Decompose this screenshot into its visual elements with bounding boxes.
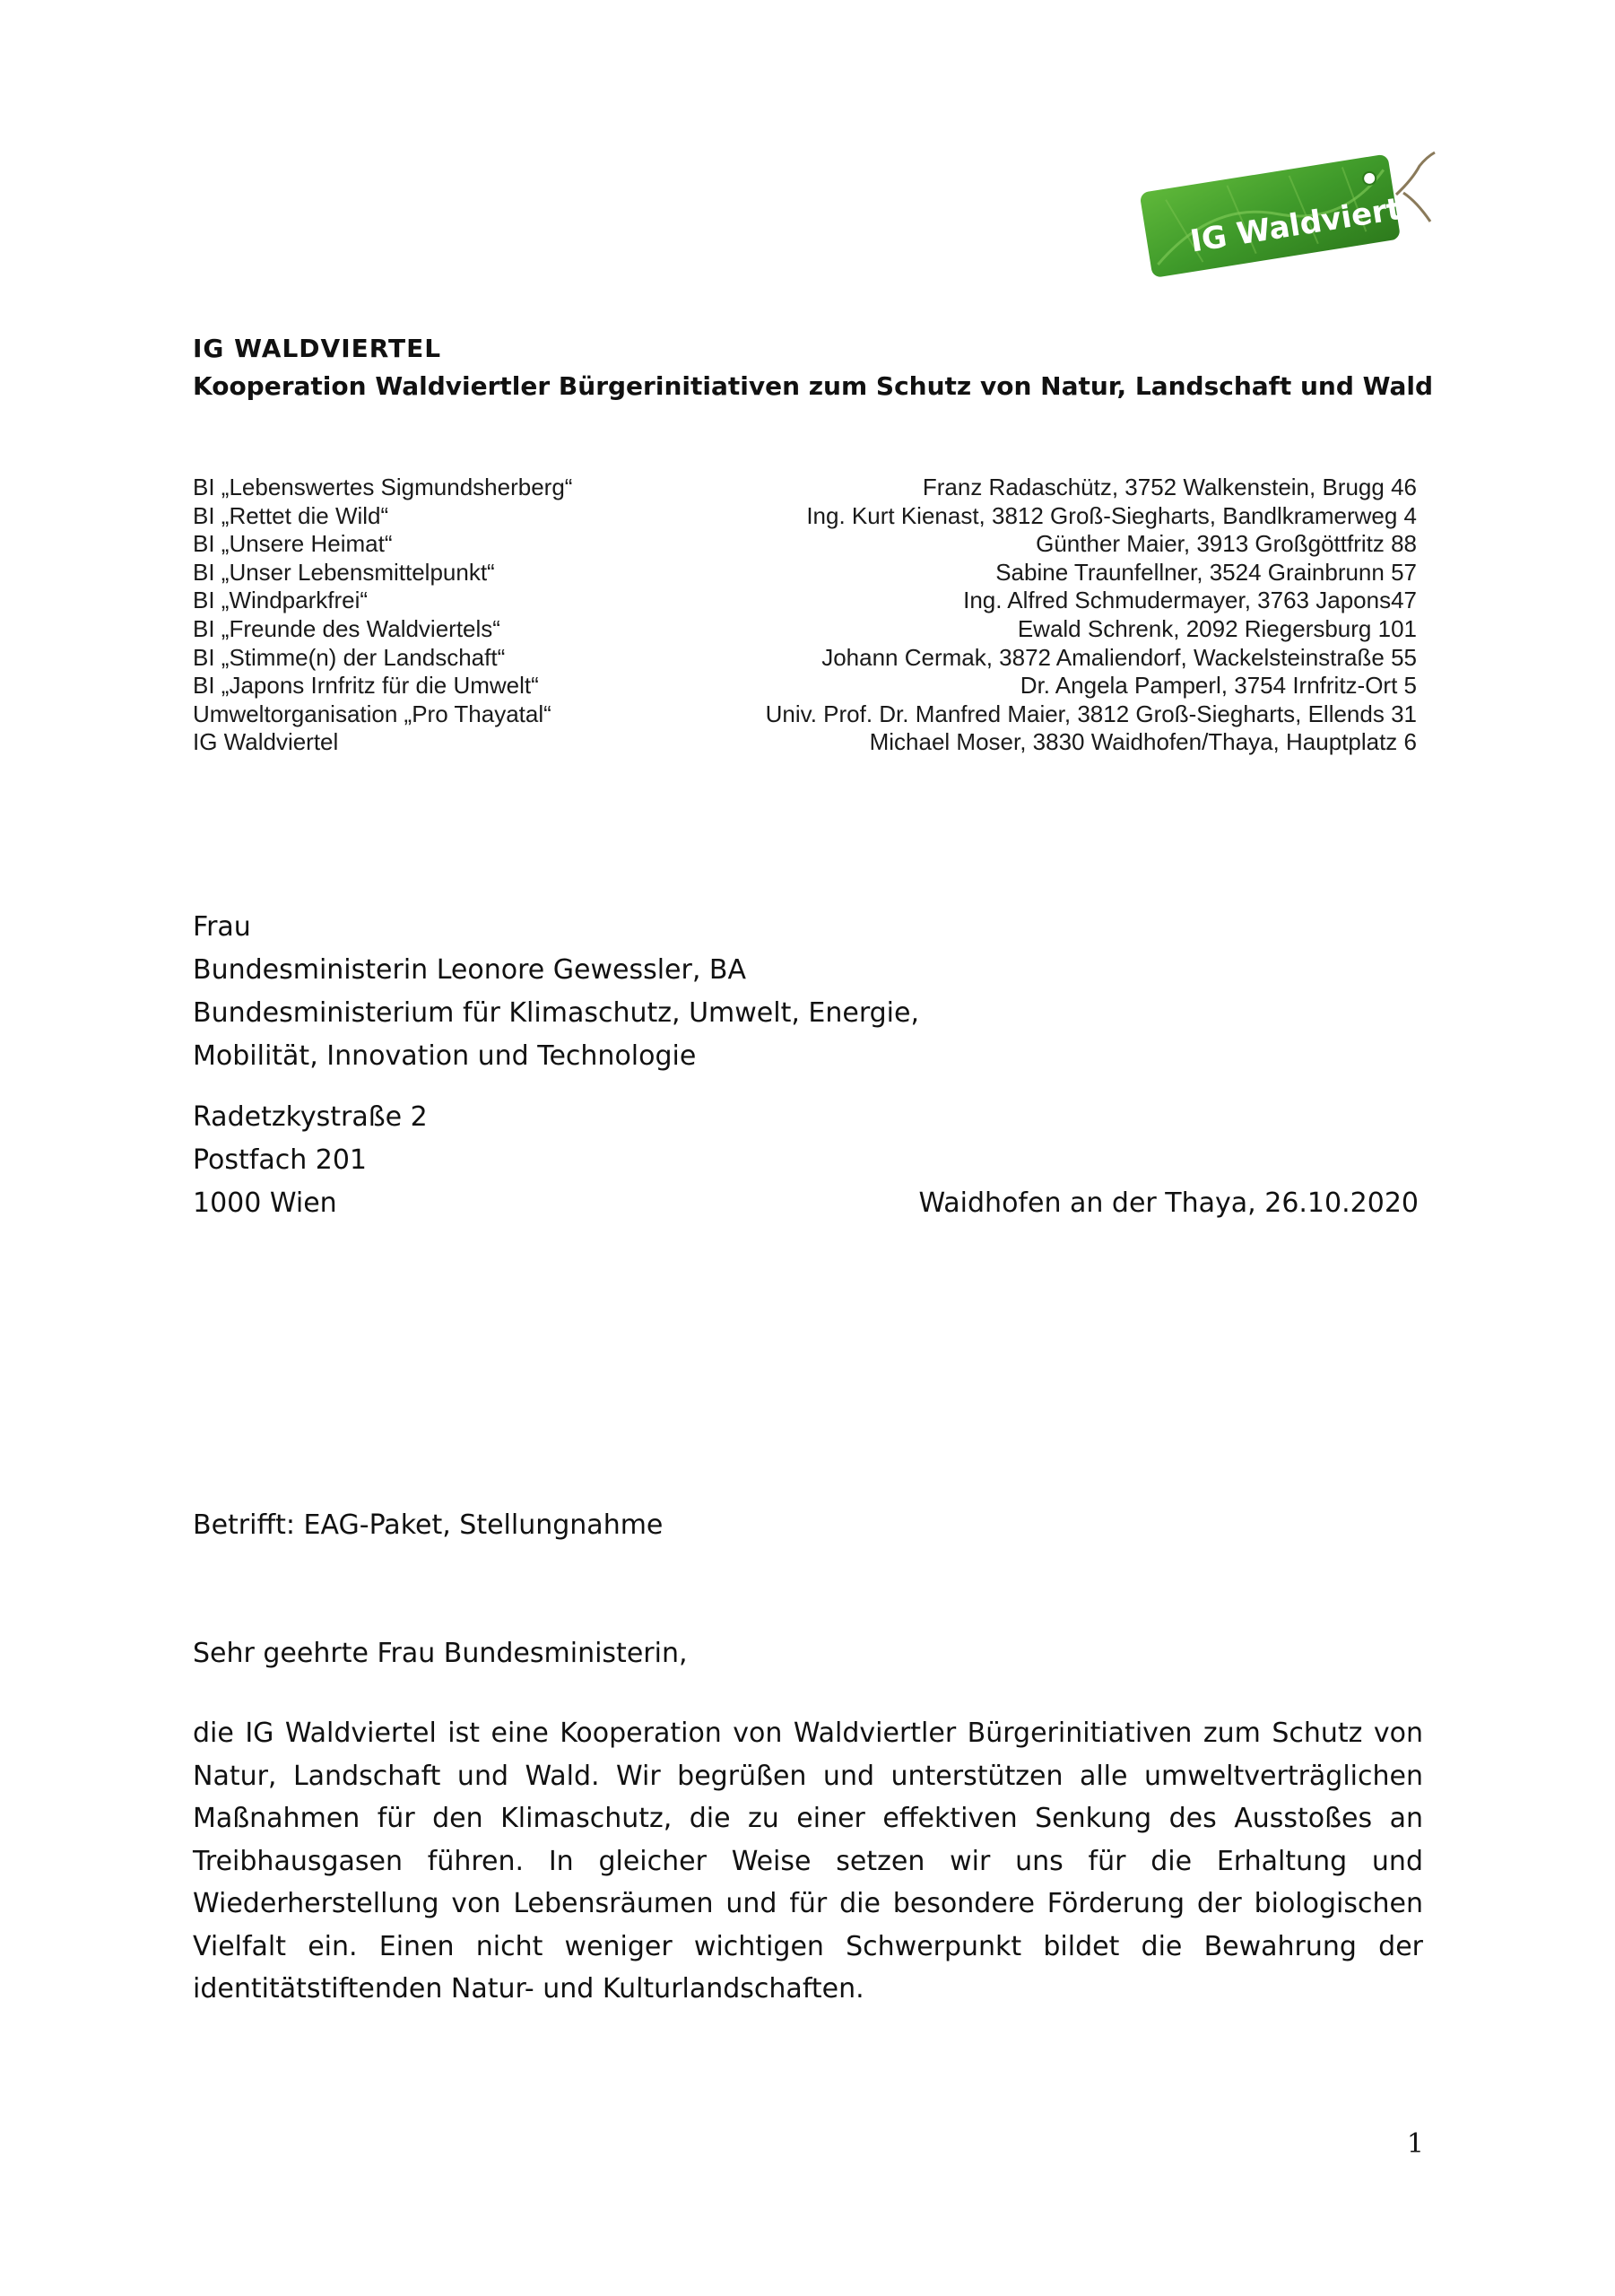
initiative-contact: Franz Radaschütz, 3752 Walkenstein, Brugg 46 — [922, 474, 1417, 500]
initiative-contact: Ewald Schrenk, 2092 Riegersburg 101 — [1017, 614, 1417, 642]
initiative-row — [193, 700, 1417, 729]
initiative-contact: Johann Cermak, 3872 Amaliendorf, Wackelsteinstraße 55 — [821, 643, 1417, 671]
initiative-contact: Dr. Angela Pamperl, 3754 Irnfritz-Ort 5 — [1020, 672, 1417, 700]
address-city-date-line — [193, 1182, 1419, 1225]
address-city: 1000 Wien — [193, 1187, 337, 1219]
recipient-block — [193, 906, 919, 1078]
initiative-name: BI „Japons Irnfritz für die Umwelt“ — [193, 672, 539, 700]
initiative-row — [193, 615, 1417, 644]
address-street: Radetzkystraße 2 — [193, 1101, 428, 1133]
recipient-ministry-line2: Mobilität, Innovation und Technologie — [193, 1040, 697, 1072]
initiative-row — [193, 474, 1417, 502]
initiative-contact: Günther Maier, 3913 Großgöttfritz 88 — [1036, 530, 1417, 558]
ig-waldviertel-logo — [1134, 139, 1439, 283]
place-and-date: Waidhofen an der Thaya, 26.10.2020 — [918, 1187, 1419, 1219]
organization-subtitle: Kooperation Waldviertler Bürgerinitiativen zum Schutz von Natur, Landschaft und Wald — [193, 371, 1434, 401]
initiative-name: Umweltorganisation „Pro Thayatal“ — [193, 700, 551, 727]
recipient-ministry-line1: Bundesministerium für Klimaschutz, Umwelt, Energie, — [193, 997, 920, 1029]
organization-title: IG WALDVIERTEL — [193, 334, 442, 363]
initiative-name: BI „Unser Lebensmittelpunkt“ — [193, 558, 495, 586]
initiative-name: BI „Lebenswertes Sigmundsherberg“ — [193, 474, 573, 500]
initiative-row — [193, 530, 1417, 559]
logo-text: IG Waldviertel — [1187, 186, 1435, 260]
initiative-name: BI „Freunde des Waldviertels“ — [193, 614, 500, 642]
initiatives-list — [193, 474, 1417, 757]
initiative-name: BI „Unsere Heimat“ — [193, 530, 393, 558]
address-block — [193, 1096, 1419, 1225]
address-po-box: Postfach 201 — [193, 1144, 368, 1176]
initiative-contact: Sabine Traunfellner, 3524 Grainbrunn 57 — [995, 558, 1417, 586]
salutation: Sehr geehrte Frau Bundesministerin, — [193, 1638, 688, 1669]
initiative-row — [193, 502, 1417, 531]
initiative-contact: Michael Moser, 3830 Waidhofen/Thaya, Hauptplatz 6 — [869, 728, 1417, 756]
initiative-row — [193, 587, 1417, 615]
initiative-row — [193, 559, 1417, 587]
initiative-row — [193, 728, 1417, 757]
initiative-contact: Ing. Alfred Schmudermayer, 3763 Japons47 — [963, 587, 1417, 614]
leaf-tag-icon — [1134, 139, 1439, 283]
initiative-name: BI „Stimme(n) der Landschaft“ — [193, 643, 506, 671]
recipient-salutation-line: Frau — [193, 911, 251, 943]
initiative-name: IG Waldviertel — [193, 728, 339, 756]
subject-line: Betrifft: EAG-Paket, Stellungnahme — [193, 1509, 664, 1541]
recipient-name: Bundesministerin Leonore Gewessler, BA — [193, 954, 747, 986]
letterhead — [193, 330, 1448, 405]
page-number: 1 — [1406, 2128, 1424, 2160]
body-paragraph: die IG Waldviertel ist eine Kooperation von Waldviertler Bürgerinitiativen zum Schutz von Natur, Landschaft und Wald. Wir begrüßen und unterstützen alle umweltverträglichen Maßnahmen für den Klimaschutz, die zu einer effektiven Senkung des Ausstoßes an Treibhausgasen führen. In gleicher Weise setzen wir uns für die Erhaltung und Wiederherstellung von Lebensräumen und für die besondere Förderung der biologischen Vielfalt ein. Einen nicht weniger wichtigen Schwerpunkt bildet die Bewahrung der identitätstiftenden Natur- und Kulturlandschaften. — [193, 1718, 1423, 2005]
initiative-name: BI „Windparkfrei“ — [193, 587, 369, 614]
initiative-contact: Ing. Kurt Kienast, 3812 Groß-Siegharts, Bandlkramerweg 4 — [806, 501, 1417, 529]
initiative-row — [193, 672, 1417, 700]
initiative-name: BI „Rettet die Wild“ — [193, 501, 389, 529]
initiative-row — [193, 644, 1417, 673]
initiative-contact: Univ. Prof. Dr. Manfred Maier, 3812 Groß-Siegharts, Ellends 31 — [765, 700, 1417, 727]
